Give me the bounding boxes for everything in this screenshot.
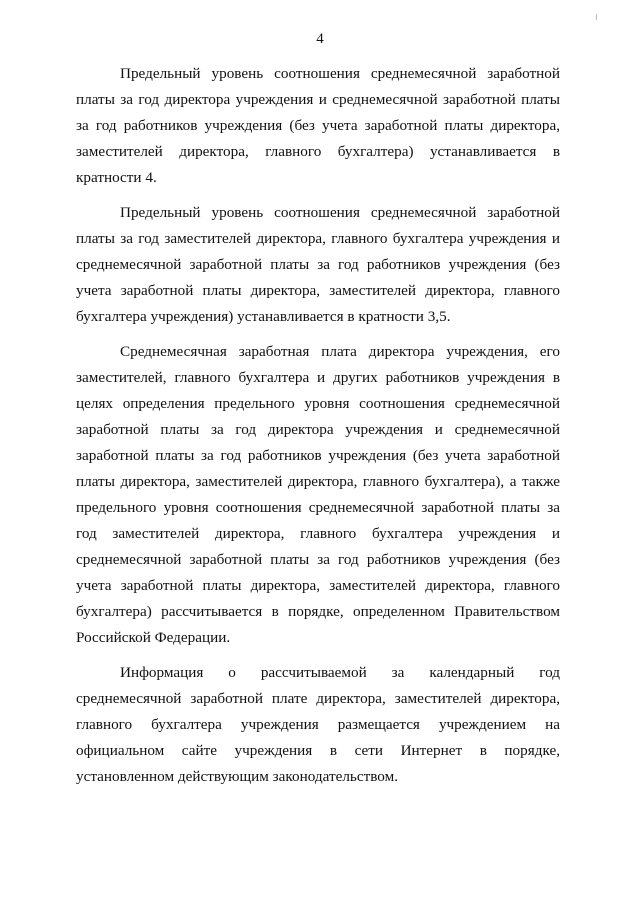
- paragraph-1: Предельный уровень соотношения среднемесячной заработной платы за год директора учреждения и среднемесячной заработной платы за год работников учреждения (без учета заработной платы директора, заместителей директора, главного бухгалтера) устанавливается в кратности 4.: [76, 65, 560, 186]
- paragraph-2: Предельный уровень соотношения среднемесячной заработной платы за год заместителей директора, главного бухгалтера учреждения и среднемесячной заработной платы за год работников учреждения (без учета заработной платы директора, заместителей директора, главного бухгалтера учреждения) устанавливается в кратности 3,5.: [76, 204, 560, 325]
- paragraph-3: Среднемесячная заработная плата директора учреждения, его заместителей, главного бухгалтера и других работников учреждения в целях определения предельного уровня соотношения среднемесячной заработной платы за год директора учреждения и среднемесячной заработной платы за год работников учреждения (без учета заработной платы директора, заместителей директора, главного бухгалтера), а также предельного уровня соотношения среднемесячной заработной платы за год заместителей директора, главного бухгалтера учреждения и среднемесячной заработной платы за год работников учреждения (без учета заработной платы директора, заместителей директора, главного бухгалтера) рассчитывается в порядке, определенном Правительством Российской Федерации.: [76, 343, 560, 646]
- scan-artifact: [596, 14, 597, 20]
- page-number: 4: [316, 31, 324, 47]
- paragraph-4: Информация о рассчитываемой за календарный год среднемесячной заработной плате директора, заместителей директора, главного бухгалтера учреждения размещается учреждением на официальном сайте учреждения в сети Интернет в порядке, установленном действующим законодательством.: [76, 664, 560, 785]
- document-body: [76, 61, 560, 790]
